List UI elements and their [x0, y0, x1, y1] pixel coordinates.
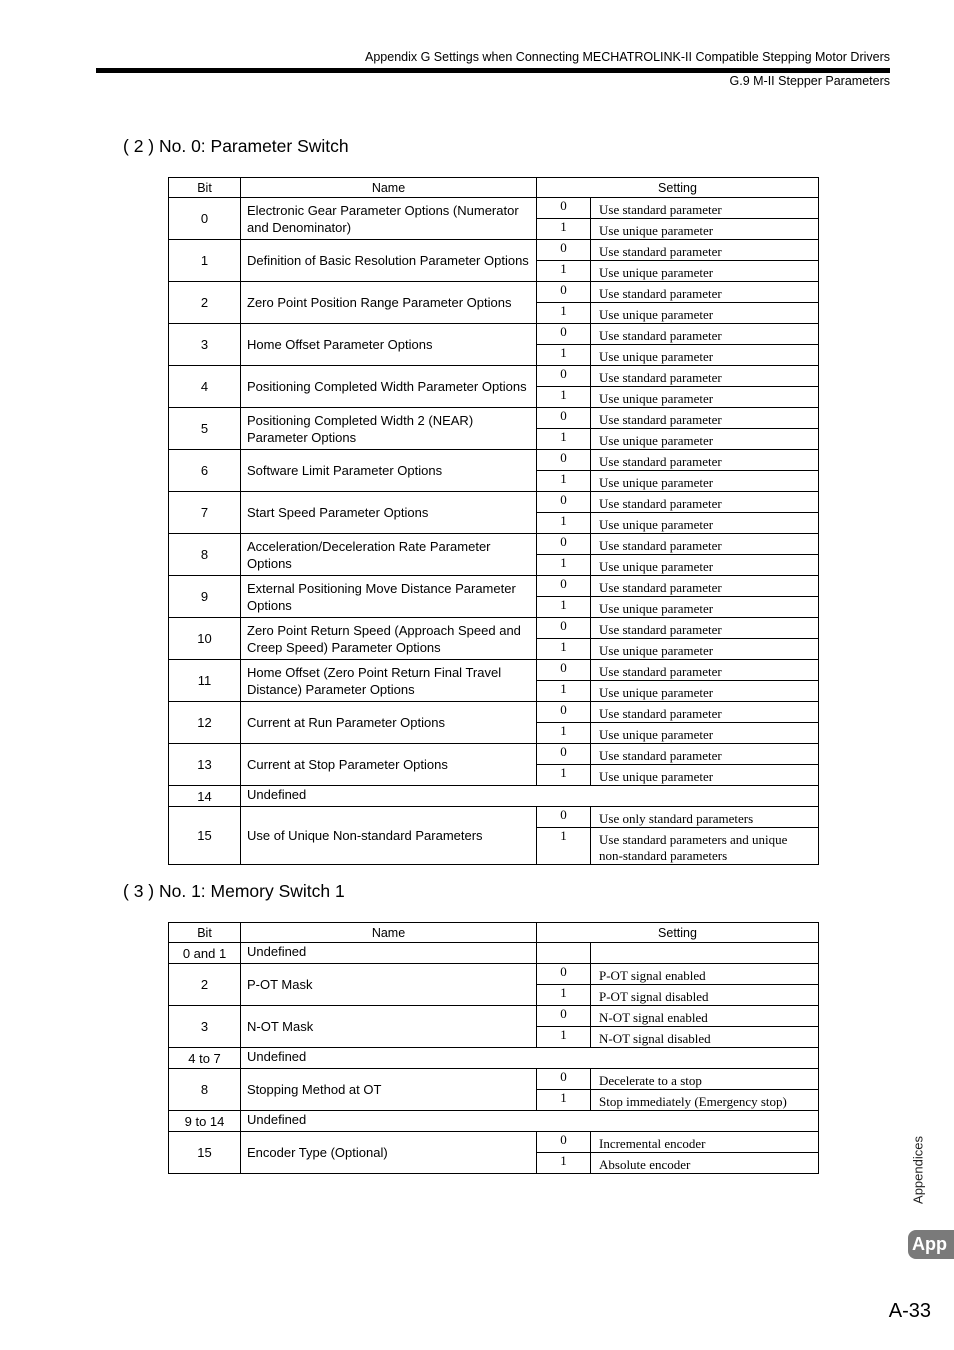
section-2-title: ( 2 ) No. 0: Parameter Switch: [123, 136, 349, 156]
bit-cell: 2: [169, 964, 241, 1006]
bit-cell: 9 to 14: [169, 1111, 241, 1132]
setting-value: 1: [537, 219, 591, 240]
bit-cell: 3: [169, 1006, 241, 1048]
setting-description: Use standard parameter: [591, 282, 819, 303]
setting-value: 0: [537, 964, 591, 985]
table-row: [169, 576, 819, 597]
table-row: [169, 660, 819, 681]
name-cell: Zero Point Return Speed (Approach Speed and Creep Speed) Parameter Options: [241, 618, 537, 660]
setting-value: 0: [537, 240, 591, 261]
bit-cell: 15: [169, 1132, 241, 1174]
name-cell: Zero Point Position Range Parameter Options: [241, 282, 537, 324]
running-header-section: G.9 M-II Stepper Parameters: [729, 74, 890, 88]
table-row: [169, 744, 819, 765]
name-cell: Stopping Method at OT: [241, 1069, 537, 1111]
setting-value: 0: [537, 198, 591, 219]
setting-description: Stop immediately (Emergency stop): [591, 1090, 819, 1111]
setting-description: Incremental encoder: [591, 1132, 819, 1153]
table-row: [169, 324, 819, 345]
table-row: [169, 786, 819, 807]
column-header-bit: Bit: [169, 178, 241, 198]
setting-description: N-OT signal disabled: [591, 1027, 819, 1048]
app-tab: App: [908, 1230, 954, 1259]
section-3-title: ( 3 ) No. 1: Memory Switch 1: [123, 881, 345, 901]
setting-value: 0: [537, 282, 591, 303]
setting-description: Use standard parameter: [591, 744, 819, 765]
setting-description: Use standard parameter: [591, 408, 819, 429]
table-row: [169, 450, 819, 471]
table-row: [169, 492, 819, 513]
setting-value: 1: [537, 985, 591, 1006]
bit-cell: 4 to 7: [169, 1048, 241, 1069]
name-cell: Current at Stop Parameter Options: [241, 744, 537, 786]
setting-description: Use standard parameter: [591, 240, 819, 261]
bit-cell: 10: [169, 618, 241, 660]
setting-description: Use unique parameter: [591, 765, 819, 786]
bit-cell: 13: [169, 744, 241, 786]
setting-value: 1: [537, 513, 591, 534]
name-cell: Positioning Completed Width Parameter Options: [241, 366, 537, 408]
name-cell: Electronic Gear Parameter Options (Numerator and Denominator): [241, 198, 537, 240]
name-cell: Home Offset (Zero Point Return Final Travel Distance) Parameter Options: [241, 660, 537, 702]
table-row: [169, 943, 819, 964]
setting-description: Use unique parameter: [591, 345, 819, 366]
setting-value: 1: [537, 597, 591, 618]
bit-cell: 2: [169, 282, 241, 324]
setting-description: P-OT signal enabled: [591, 964, 819, 985]
setting-value: [537, 943, 591, 964]
setting-description: Use standard parameter: [591, 492, 819, 513]
column-header-name: Name: [241, 923, 537, 943]
setting-value: 0: [537, 1069, 591, 1090]
setting-description: Use unique parameter: [591, 639, 819, 660]
setting-value: 0: [537, 807, 591, 828]
name-cell: Software Limit Parameter Options: [241, 450, 537, 492]
appendices-side-label: Appendices: [910, 1136, 926, 1204]
setting-value: 1: [537, 303, 591, 324]
setting-value: 1: [537, 387, 591, 408]
setting-value: 0: [537, 492, 591, 513]
page-number: A-33: [888, 1300, 931, 1322]
table-row: [169, 282, 819, 303]
setting-description: Use standard parameter: [591, 618, 819, 639]
setting-value: 0: [537, 408, 591, 429]
table-row: [169, 1006, 819, 1027]
parameter-switch-table: [168, 177, 819, 865]
setting-value: 0: [537, 618, 591, 639]
name-cell: Positioning Completed Width 2 (NEAR) Parameter Options: [241, 408, 537, 450]
setting-description: Use unique parameter: [591, 723, 819, 744]
name-cell: P-OT Mask: [241, 964, 537, 1006]
setting-value: 1: [537, 345, 591, 366]
setting-description: Use standard parameter: [591, 702, 819, 723]
setting-description: Use standard parameter: [591, 366, 819, 387]
name-cell: Use of Unique Non-standard Parameters: [241, 807, 537, 865]
setting-value: 0: [537, 324, 591, 345]
setting-description: Absolute encoder: [591, 1153, 819, 1174]
setting-value: 1: [537, 1090, 591, 1111]
setting-description: Use standard parameter: [591, 576, 819, 597]
table-row: [169, 198, 819, 219]
table-row: [169, 534, 819, 555]
setting-description: P-OT signal disabled: [591, 985, 819, 1006]
setting-description: Decelerate to a stop: [591, 1069, 819, 1090]
setting-value: 0: [537, 450, 591, 471]
setting-description: Use unique parameter: [591, 219, 819, 240]
table-row: [169, 1069, 819, 1090]
bit-cell: 1: [169, 240, 241, 282]
setting-value: 1: [537, 1153, 591, 1174]
setting-value: 1: [537, 681, 591, 702]
name-cell: Acceleration/Deceleration Rate Parameter Options: [241, 534, 537, 576]
table-row: [169, 366, 819, 387]
name-cell: Home Offset Parameter Options: [241, 324, 537, 366]
setting-description: Use unique parameter: [591, 681, 819, 702]
memory-switch-table: [168, 922, 819, 1174]
setting-value: 1: [537, 471, 591, 492]
setting-value: 0: [537, 660, 591, 681]
setting-description: Use unique parameter: [591, 303, 819, 324]
setting-description: Use standard parameter: [591, 198, 819, 219]
setting-description: Use unique parameter: [591, 555, 819, 576]
table-row: [169, 1048, 819, 1069]
table-row: [169, 807, 819, 828]
column-header-setting: Setting: [537, 923, 819, 943]
setting-description: Use unique parameter: [591, 471, 819, 492]
bit-cell: 11: [169, 660, 241, 702]
name-cell: External Positioning Move Distance Parameter Options: [241, 576, 537, 618]
bit-cell: 12: [169, 702, 241, 744]
table-row: [169, 1132, 819, 1153]
setting-value: 1: [537, 1027, 591, 1048]
column-header-bit: Bit: [169, 923, 241, 943]
header-rule: [96, 68, 890, 73]
setting-description: Use standard parameters and unique non-standard parameters: [591, 828, 819, 865]
bit-cell: 0: [169, 198, 241, 240]
setting-value: 0: [537, 534, 591, 555]
name-cell: Undefined: [241, 1111, 819, 1132]
bit-cell: 8: [169, 534, 241, 576]
bit-cell: 7: [169, 492, 241, 534]
table-header-row: [169, 923, 819, 943]
table-header-row: [169, 178, 819, 198]
bit-cell: 15: [169, 807, 241, 865]
setting-description: N-OT signal enabled: [591, 1006, 819, 1027]
table-row: [169, 702, 819, 723]
setting-description: Use standard parameter: [591, 534, 819, 555]
setting-value: 1: [537, 828, 591, 865]
table-row: [169, 240, 819, 261]
setting-value: 1: [537, 765, 591, 786]
setting-description: Use unique parameter: [591, 387, 819, 408]
name-cell: Undefined: [241, 943, 537, 964]
setting-description: Use standard parameter: [591, 450, 819, 471]
table-row: [169, 618, 819, 639]
setting-value: 1: [537, 555, 591, 576]
name-cell: Start Speed Parameter Options: [241, 492, 537, 534]
setting-value: 1: [537, 723, 591, 744]
table-row: [169, 1111, 819, 1132]
bit-cell: 0 and 1: [169, 943, 241, 964]
setting-description: Use standard parameter: [591, 660, 819, 681]
name-cell: Undefined: [241, 786, 819, 807]
setting-value: 0: [537, 576, 591, 597]
setting-description: Use unique parameter: [591, 597, 819, 618]
bit-cell: 14: [169, 786, 241, 807]
setting-value: 1: [537, 261, 591, 282]
name-cell: N-OT Mask: [241, 1006, 537, 1048]
setting-value: 0: [537, 702, 591, 723]
setting-value: 0: [537, 1006, 591, 1027]
bit-cell: 4: [169, 366, 241, 408]
name-cell: Encoder Type (Optional): [241, 1132, 537, 1174]
setting-value: 0: [537, 1132, 591, 1153]
name-cell: Current at Run Parameter Options: [241, 702, 537, 744]
column-header-name: Name: [241, 178, 537, 198]
table-row: [169, 964, 819, 985]
setting-value: 0: [537, 366, 591, 387]
bit-cell: 8: [169, 1069, 241, 1111]
setting-description: Use only standard parameters: [591, 807, 819, 828]
setting-value: 0: [537, 744, 591, 765]
bit-cell: 9: [169, 576, 241, 618]
bit-cell: 5: [169, 408, 241, 450]
setting-value: 1: [537, 639, 591, 660]
table-row: [169, 408, 819, 429]
running-header-chapter: Appendix G Settings when Connecting MECHATROLINK-II Compatible Stepping Motor Drivers: [365, 50, 890, 64]
setting-value: 1: [537, 429, 591, 450]
setting-description: Use unique parameter: [591, 429, 819, 450]
setting-description: Use standard parameter: [591, 324, 819, 345]
name-cell: Definition of Basic Resolution Parameter Options: [241, 240, 537, 282]
bit-cell: 3: [169, 324, 241, 366]
column-header-setting: Setting: [537, 178, 819, 198]
bit-cell: 6: [169, 450, 241, 492]
setting-description: Use unique parameter: [591, 513, 819, 534]
setting-description: Use unique parameter: [591, 261, 819, 282]
name-cell: Undefined: [241, 1048, 819, 1069]
setting-description: [591, 943, 819, 964]
